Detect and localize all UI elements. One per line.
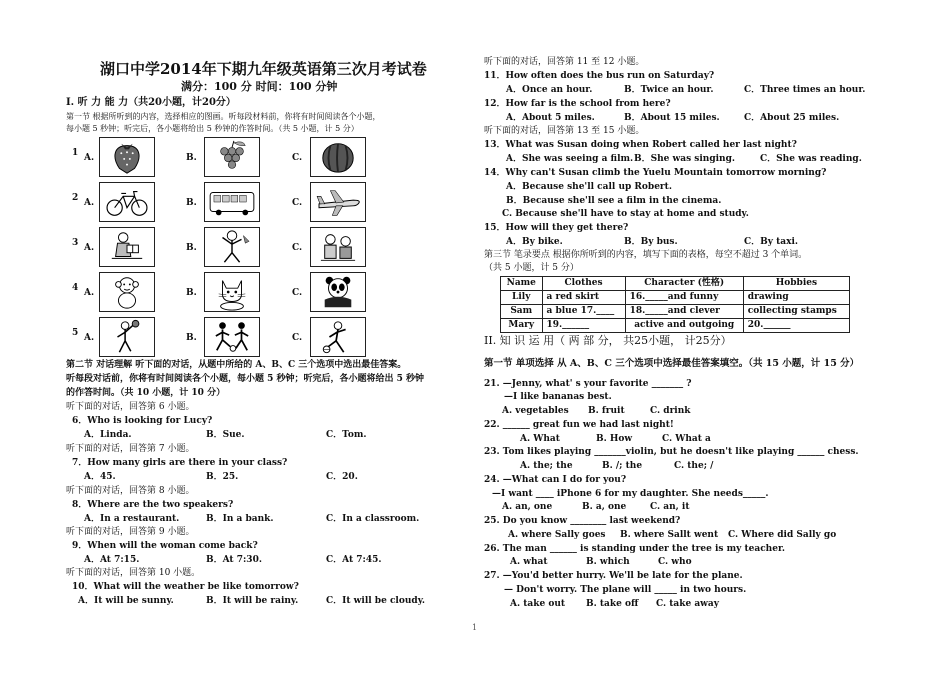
option-b[interactable]: B．Because she'll see a film in the cinema. bbox=[506, 196, 722, 206]
note-table bbox=[500, 276, 850, 333]
question-prompt: 听下面的对话，回答第 6 小题。 bbox=[66, 402, 195, 412]
table-row bbox=[501, 291, 850, 305]
option-label: C. bbox=[292, 198, 303, 208]
option-b[interactable]: B. a, one bbox=[582, 502, 627, 512]
cat-picture[interactable] bbox=[204, 272, 260, 312]
pic-q-num: 4 bbox=[72, 283, 79, 293]
option-label: A. bbox=[84, 243, 95, 253]
question-text: 27. —You'd better hurry. We'll be late for the plane. bbox=[484, 571, 743, 581]
option-label: C. bbox=[292, 153, 303, 163]
table-cell: Sam bbox=[501, 305, 543, 319]
option-a[interactable]: A．Because she'll call up Robert. bbox=[506, 182, 672, 192]
option-b[interactable]: B．At 7:30. bbox=[206, 555, 262, 565]
sec3-line1: 第三节 笔录要点 根据你所听到的内容，填写下面的表格，每空不超过 3 个单词。 bbox=[484, 250, 808, 260]
bicycle-picture[interactable] bbox=[99, 182, 155, 222]
table-cell: drawing bbox=[743, 291, 849, 305]
table-cell: active and outgoing bbox=[625, 319, 743, 333]
option-c[interactable]: C. an, it bbox=[650, 502, 690, 512]
option-label: B. bbox=[186, 243, 197, 253]
question-prompt: 听下面的对话，回答第 7 小题。 bbox=[66, 444, 195, 454]
question-text: 24. —What can I do for you? bbox=[484, 475, 627, 485]
table-cell-blank[interactable]: a blue 17.____ bbox=[542, 305, 625, 319]
option-b[interactable]: B．In a bank. bbox=[206, 514, 274, 524]
sec2-line2: 听每段对话前，你将有时间阅读各个小题，每小题 5 秒钟；听完后，各小题将给出 5 秒钟 bbox=[66, 374, 425, 384]
option-b[interactable]: B．About 15 miles. bbox=[624, 113, 720, 123]
option-a[interactable]: A．Linda. bbox=[84, 430, 132, 440]
option-b[interactable]: B．She was singing. bbox=[634, 154, 735, 164]
table-cell-blank[interactable]: 19.______ bbox=[542, 319, 625, 333]
option-c[interactable]: C．In a classroom. bbox=[326, 514, 420, 524]
question-text: 7．How many girls are there in your class? bbox=[72, 458, 288, 468]
panda-picture[interactable] bbox=[310, 272, 366, 312]
question-text: 15．How will they get there? bbox=[484, 223, 629, 233]
option-c[interactable]: C. who bbox=[658, 557, 692, 567]
table-header-row bbox=[501, 277, 850, 291]
option-b[interactable]: B. take off bbox=[586, 599, 639, 609]
option-c[interactable]: C. the; / bbox=[674, 461, 714, 471]
pic-q-num: 1 bbox=[72, 148, 79, 158]
option-b[interactable]: B. How bbox=[596, 434, 633, 444]
option-c[interactable]: C．It will be cloudy. bbox=[326, 596, 426, 606]
exam-title: 湖口中学2014年下期九年级英语第三次月考试卷 bbox=[100, 60, 427, 78]
option-label: C. bbox=[292, 243, 303, 253]
option-label: A. bbox=[84, 333, 95, 343]
question-text: 11．How often does the bus run on Saturday? bbox=[484, 71, 715, 81]
option-a[interactable]: A．Once an hour. bbox=[506, 85, 593, 95]
table-header: Name bbox=[501, 277, 543, 291]
option-b[interactable]: B. where Sallt went bbox=[620, 530, 719, 540]
question-reply: — Don't worry. The plane will _____ in two hours. bbox=[504, 585, 747, 595]
question-text: 14．Why can't Susan climb the Yuelu Mountain tomorrow morning? bbox=[484, 168, 827, 178]
option-label: B. bbox=[186, 333, 197, 343]
option-c[interactable]: C．At 7:45. bbox=[326, 555, 382, 565]
table-cell: Lily bbox=[501, 291, 543, 305]
option-a[interactable]: A．By bike. bbox=[506, 237, 563, 247]
playing-children-picture[interactable] bbox=[310, 227, 366, 267]
question-text: 12．How far is the school from here? bbox=[484, 99, 671, 109]
option-a[interactable]: A．45. bbox=[84, 472, 116, 482]
question-reply: —I like bananas best. bbox=[504, 392, 612, 402]
option-a[interactable]: A. take out bbox=[510, 599, 566, 609]
option-b[interactable]: B．Twice an hour. bbox=[624, 85, 714, 95]
question-text: 22. ______ great fun we had last night! bbox=[484, 420, 674, 430]
question-reply: —I want ____ iPhone 6 for my daughter. She needs_____. bbox=[492, 489, 769, 499]
option-a[interactable]: A．About 5 miles. bbox=[506, 113, 595, 123]
option-a[interactable]: A. where Sally goes bbox=[508, 530, 606, 540]
sec1-line1: 第一节 根据所听到的内容，选择相应的图画。听每段材料前，你将有时间阅读各个小题， bbox=[66, 112, 381, 121]
sec2-line3: 的作答时间。（共 10 小题，计 10 分） bbox=[66, 388, 226, 398]
option-c[interactable]: C．By taxi. bbox=[744, 237, 799, 247]
table-header: Clothes bbox=[542, 277, 625, 291]
option-b[interactable]: B. /; the bbox=[602, 461, 643, 471]
pic-q-num: 5 bbox=[72, 328, 79, 338]
option-a[interactable]: A．She was seeing a film. bbox=[506, 154, 634, 164]
airplane-picture[interactable] bbox=[310, 182, 366, 222]
strawberry-picture[interactable] bbox=[99, 137, 155, 177]
sec1-line2: 每小题 5 秒钟；听完后，各小题将给出 5 秒钟的作答时间。（共 5 小题，计 5 分） bbox=[66, 124, 359, 133]
table-cell-blank[interactable]: 20.______ bbox=[743, 319, 849, 333]
option-a[interactable]: A．It will be sunny. bbox=[78, 596, 174, 606]
option-label: C. bbox=[292, 288, 303, 298]
option-c[interactable]: C. What a bbox=[662, 434, 711, 444]
option-b[interactable]: B. which bbox=[586, 557, 630, 567]
table-cell-blank[interactable]: 16._____and funny bbox=[625, 291, 743, 305]
option-label: B. bbox=[186, 153, 197, 163]
score-time: 满分：100 分 时间：100 分钟 bbox=[181, 80, 338, 93]
table-header: Hobbies bbox=[743, 277, 849, 291]
question-text: 8．Where are the two speakers? bbox=[72, 500, 234, 510]
question-text: 25. Do you know ________ last weekend? bbox=[484, 516, 681, 526]
option-c[interactable]: C. Because she'll have to stay at home and study. bbox=[502, 209, 749, 219]
table-row bbox=[501, 305, 850, 319]
table-header: Character (性格) bbox=[625, 277, 743, 291]
table-cell: Mary bbox=[501, 319, 543, 333]
part1-heading: I. 听 力 能 力（共20小题，计20分） bbox=[66, 97, 236, 108]
option-c[interactable]: C. Where did Sally go bbox=[728, 530, 837, 540]
option-label: A. bbox=[84, 198, 95, 208]
question-prompt: 听下面的对话，回答第 13 至 15 小题。 bbox=[484, 126, 645, 136]
part2-heading: II. 知 识 运 用（ 两 部 分， 共25小题， 计25分） bbox=[484, 334, 732, 347]
option-c[interactable]: C．Tom. bbox=[326, 430, 367, 440]
sec3-line2: （共 5 小题，计 5 分） bbox=[484, 263, 579, 273]
table-cell-blank[interactable]: 18._____and clever bbox=[625, 305, 743, 319]
option-b[interactable]: B．25. bbox=[206, 472, 239, 482]
option-label: C. bbox=[292, 333, 303, 343]
page-number: 1 bbox=[472, 623, 478, 632]
option-c[interactable]: C．Three times an hour. bbox=[744, 85, 866, 95]
option-label: B. bbox=[186, 288, 197, 298]
question-prompt: 听下面的对话，回答第 11 至 12 小题。 bbox=[484, 57, 645, 67]
option-c[interactable]: C. drink bbox=[650, 406, 691, 416]
option-a[interactable]: A. What bbox=[520, 434, 560, 444]
sec2-line1: 第二节 对话理解 听下面的对话，从题中所给的 A、B、C 三个选项中选出最佳答案。 bbox=[66, 360, 407, 370]
option-a[interactable]: A. an, one bbox=[502, 502, 553, 512]
question-prompt: 听下面的对话，回答第 10 小题。 bbox=[66, 568, 201, 578]
option-b[interactable]: B．It will be rainy. bbox=[206, 596, 299, 606]
table-cell: a red skirt bbox=[542, 291, 625, 305]
option-a[interactable]: A. vegetables bbox=[502, 406, 569, 416]
watermelon-picture[interactable] bbox=[310, 137, 366, 177]
option-b[interactable]: B. fruit bbox=[588, 406, 625, 416]
question-text: 26. The man ______ is standing under the tree is my teacher. bbox=[484, 544, 785, 554]
football-player-picture[interactable] bbox=[310, 317, 366, 357]
table-row bbox=[501, 319, 850, 333]
option-c[interactable]: C．About 25 miles. bbox=[744, 113, 840, 123]
monkey-picture[interactable] bbox=[99, 272, 155, 312]
option-label: A. bbox=[84, 288, 95, 298]
dancing-boy-picture[interactable] bbox=[204, 227, 260, 267]
single-choice-heading: 第一节 单项选择 从 A、B、C 三个选项中选择最佳答案填空。（共 15 小题，计 15 分） bbox=[484, 358, 860, 369]
option-a[interactable]: A．In a restaurant. bbox=[84, 514, 180, 524]
question-text: 9．When will the woman come back? bbox=[72, 541, 258, 551]
option-c[interactable]: C. take away bbox=[656, 599, 719, 609]
reading-boy-picture[interactable] bbox=[99, 227, 155, 267]
option-a[interactable]: A. the; the bbox=[520, 461, 573, 471]
question-prompt: 听下面的对话，回答第 9 小题。 bbox=[66, 527, 195, 537]
option-label: A. bbox=[84, 153, 95, 163]
option-a[interactable]: A. what bbox=[510, 557, 548, 567]
option-c[interactable]: C．20. bbox=[326, 472, 358, 482]
option-a[interactable]: A．At 7:15. bbox=[84, 555, 140, 565]
question-text: 13．What was Susan doing when Robert called her last night? bbox=[484, 140, 797, 150]
pic-q-num: 2 bbox=[72, 193, 79, 203]
option-label: B. bbox=[186, 198, 197, 208]
bus-picture[interactable] bbox=[204, 182, 260, 222]
pic-q-num: 3 bbox=[72, 238, 79, 248]
option-b[interactable]: B．By bus. bbox=[624, 237, 678, 247]
table-cell: collecting stamps bbox=[743, 305, 849, 319]
question-text: 23. Tom likes playing _______violin, but he doesn't like playing ______ chess. bbox=[484, 447, 859, 457]
basketball-player-picture[interactable] bbox=[99, 317, 155, 357]
grapes-picture[interactable] bbox=[204, 137, 260, 177]
question-text: 6．Who is looking for Lucy? bbox=[72, 416, 213, 426]
option-c[interactable]: C．She was reading. bbox=[760, 154, 862, 164]
option-b[interactable]: B．Sue. bbox=[206, 430, 245, 440]
soccer-players-picture[interactable] bbox=[204, 317, 260, 357]
question-text: 10．What will the weather be like tomorrow? bbox=[72, 582, 299, 592]
question-text: 21. —Jenny, what' s your favorite _______ ? bbox=[484, 379, 692, 389]
question-prompt: 听下面的对话，回答第 8 小题。 bbox=[66, 486, 195, 496]
